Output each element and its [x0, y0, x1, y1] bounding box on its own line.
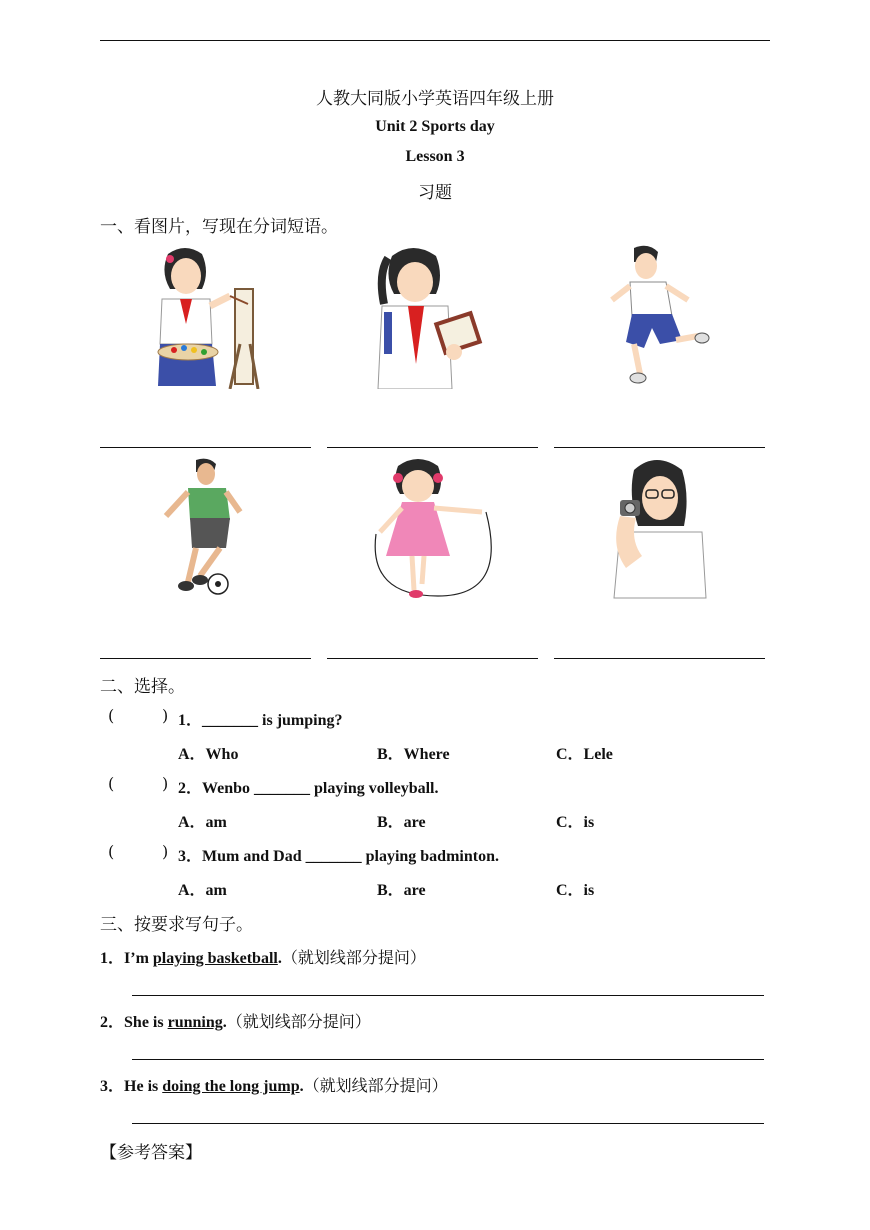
rewrite-answer-line-3[interactable]: [132, 1123, 764, 1124]
section3-heading: 三、按要求写句子。: [100, 915, 253, 935]
girl-skipping-rope-icon: [358, 456, 518, 601]
answer-paren-close: ): [162, 774, 169, 793]
top-rule: [100, 40, 770, 41]
option-c[interactable]: C．is: [556, 882, 595, 899]
item-pre: He is: [124, 1078, 163, 1095]
question-2: [178, 775, 439, 798]
section2-heading: 二、选择。: [100, 677, 185, 697]
item-post: .: [277, 950, 282, 967]
man-playing-football-icon: [130, 456, 290, 601]
question-stem-post: is jumping?: [258, 712, 343, 729]
answer-paren-close: ): [162, 842, 169, 861]
option-b[interactable]: B．are: [377, 814, 426, 831]
question-1: [178, 707, 342, 730]
answer-blank-6[interactable]: [554, 658, 765, 659]
question-number: 3．: [178, 848, 203, 865]
exercise-title: 习题: [418, 183, 452, 203]
question-number: 1．: [178, 712, 203, 729]
question-blank: _______: [305, 848, 362, 865]
section1-heading: 一、看图片，写现在分词短语。: [100, 217, 338, 237]
question-blank: _______: [202, 712, 259, 729]
question-stem-post: playing volleyball.: [310, 780, 439, 797]
option-a[interactable]: A．Who: [178, 746, 239, 763]
item-pre: I’m: [124, 950, 153, 967]
rewrite-item-3: [100, 1073, 448, 1096]
answer-blank-3[interactable]: [554, 447, 765, 448]
boy-running-icon: [590, 244, 750, 389]
question-stem-post: playing badminton.: [361, 848, 499, 865]
answer-blank-4[interactable]: [100, 658, 311, 659]
woman-taking-photo-icon: [590, 456, 750, 601]
option-b[interactable]: B．are: [377, 882, 426, 899]
book-title: 人教大同版小学英语四年级上册: [316, 89, 554, 109]
option-a[interactable]: A．am: [178, 882, 227, 899]
option-a[interactable]: A．am: [178, 814, 227, 831]
answer-paren-open: (: [108, 706, 115, 725]
item-note: （就划线部分提问）: [226, 1012, 371, 1031]
answer-blank-2[interactable]: [327, 447, 538, 448]
item-number: 2．: [100, 1014, 125, 1031]
item-number: 3．: [100, 1078, 125, 1095]
item-number: 1．: [100, 950, 125, 967]
item-pre: She is: [124, 1014, 168, 1031]
answers-heading: 【参考答案】: [100, 1143, 202, 1163]
option-c[interactable]: C．is: [556, 814, 595, 831]
option-c[interactable]: C．Lele: [556, 746, 613, 763]
girl-reading-icon: [358, 244, 518, 389]
question-number: 2．: [178, 780, 203, 797]
girl-painting-icon: [130, 244, 290, 389]
answer-paren-open: (: [108, 774, 115, 793]
answer-paren-open: (: [108, 842, 115, 861]
rewrite-answer-line-1[interactable]: [132, 995, 764, 996]
item-post: .: [222, 1014, 227, 1031]
item-note: （就划线部分提问）: [281, 948, 426, 967]
answer-paren-close: ): [162, 706, 169, 725]
question-blank: _______: [254, 780, 311, 797]
rewrite-item-1: [100, 945, 426, 968]
item-underlined: running: [167, 1014, 223, 1031]
rewrite-answer-line-2[interactable]: [132, 1059, 764, 1060]
question-3: [178, 843, 499, 866]
unit-title: Unit 2 Sports day: [375, 118, 495, 135]
item-post: .: [299, 1078, 304, 1095]
answer-blank-5[interactable]: [327, 658, 538, 659]
option-b[interactable]: B．Where: [377, 746, 450, 763]
lesson-title: Lesson 3: [405, 148, 465, 165]
item-underlined: doing the long jump: [162, 1078, 300, 1095]
question-stem-pre: Wenbo: [202, 780, 255, 797]
answer-blank-1[interactable]: [100, 447, 311, 448]
rewrite-item-2: [100, 1009, 371, 1032]
item-note: （就划线部分提问）: [303, 1076, 448, 1095]
item-underlined: playing basketball: [152, 950, 278, 967]
question-stem-pre: Mum and Dad: [202, 848, 306, 865]
